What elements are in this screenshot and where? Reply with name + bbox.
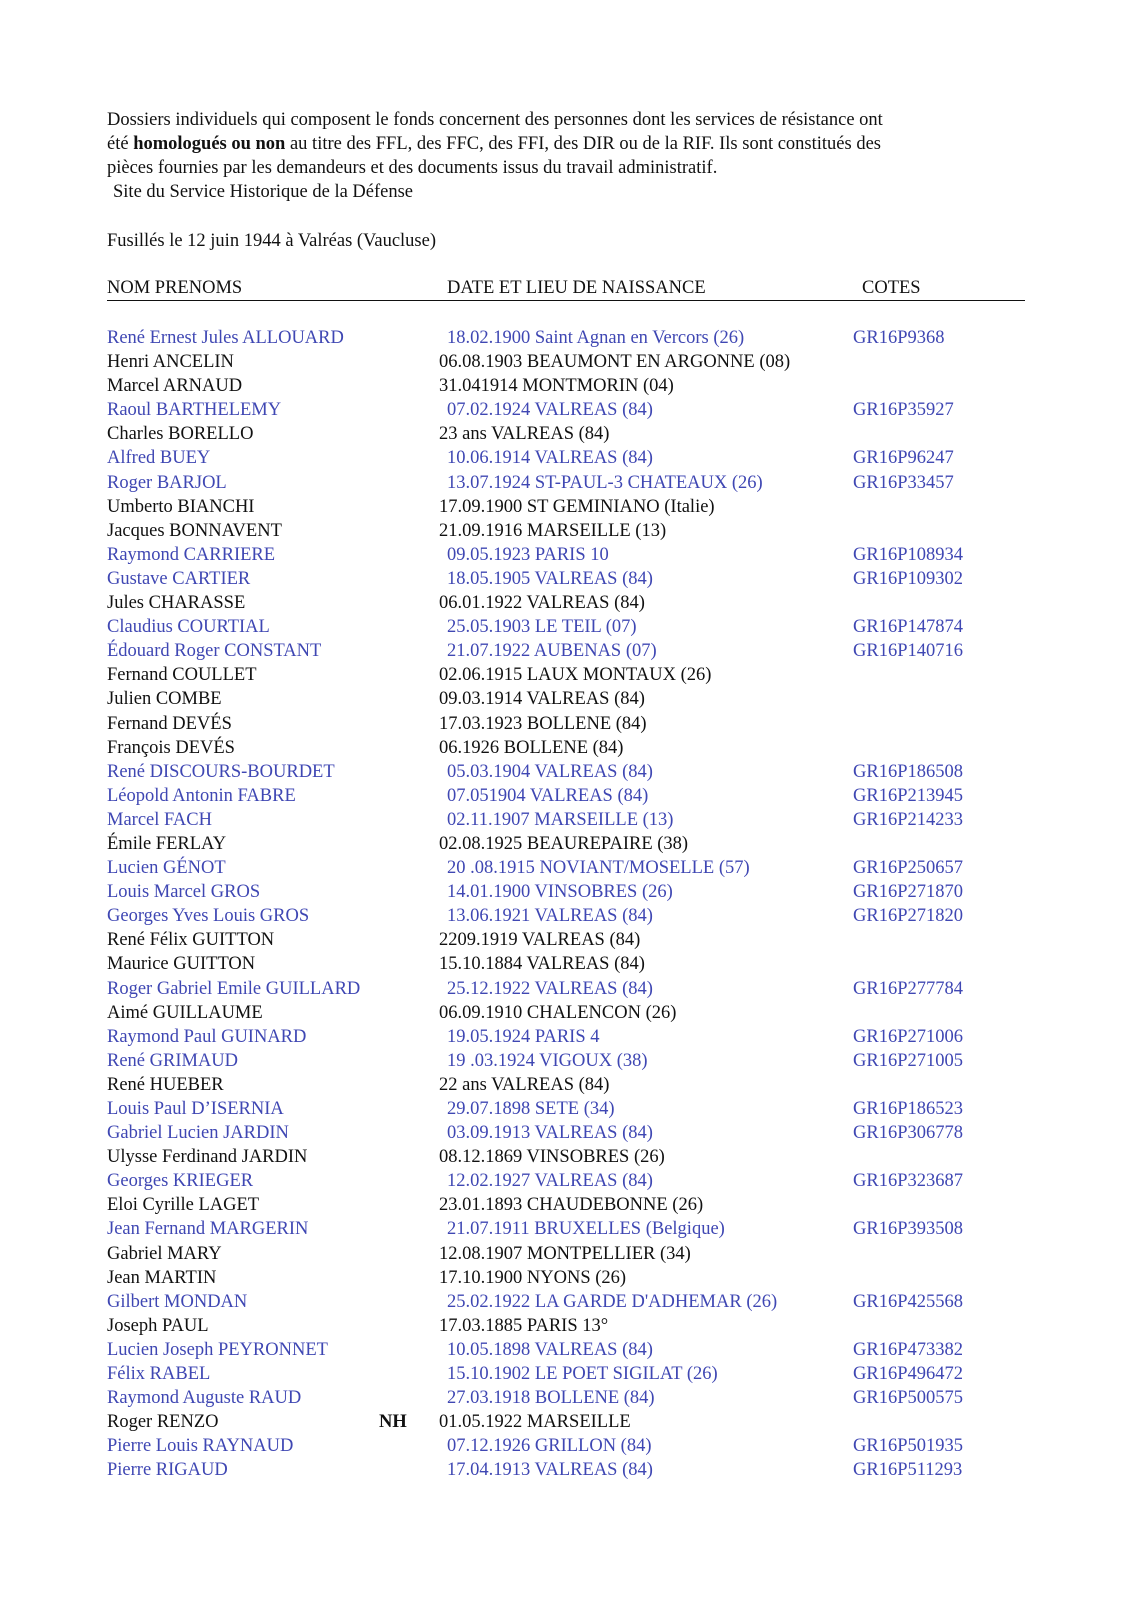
birth-date-place[interactable]: 12.02.1927 VALREAS (84) [447,1171,653,1192]
birth-date-place: 06.09.1910 CHALENCON (26) [439,1002,677,1023]
table-row[interactable] [107,1217,1025,1241]
archive-cote[interactable]: GR16P140716 [853,641,963,662]
table-row [107,712,1025,736]
person-name[interactable]: Roger BARJOL [107,472,227,493]
birth-date-place[interactable]: 18.02.1900 Saint Agnan en Vercors (26) [447,328,745,348]
table-row[interactable] [107,1049,1025,1073]
person-name: Jacques BONNAVENT [107,520,282,541]
table-row[interactable] [107,1458,1025,1482]
person-name[interactable]: Roger Gabriel Emile GUILLARD [107,978,361,999]
intro-line-2-pre: été [107,134,134,154]
person-name: René HUEBER [107,1074,224,1095]
birth-date-place: 02.08.1925 BEAUREPAIRE (38) [439,833,689,854]
birth-date-place[interactable]: 07.02.1924 VALREAS (84) [447,400,653,421]
birth-date-place: 06.01.1922 VALREAS (84) [439,593,645,614]
table-row [107,1242,1025,1266]
person-name[interactable]: Pierre RIGAUD [107,1460,228,1481]
table-row[interactable] [107,977,1025,1001]
table-row[interactable] [107,446,1025,470]
person-name[interactable]: Gilbert MONDAN [107,1291,248,1312]
table-row[interactable] [107,615,1025,639]
table-row[interactable] [107,471,1025,495]
birth-date-place[interactable]: 27.03.1918 BOLLENE (84) [447,1388,655,1409]
person-name[interactable]: René Ernest Jules ALLOUARD [107,328,344,348]
archive-cote[interactable]: GR16P501935 [853,1436,963,1457]
birth-date-place: 08.12.1869 VINSOBRES (26) [439,1147,665,1168]
archive-cote[interactable]: GR16P511293 [853,1460,963,1481]
intro-line-2 [107,132,1007,156]
person-name: Julien COMBE [107,689,222,710]
birth-date-place[interactable]: 29.07.1898 SETE (34) [447,1099,615,1119]
table-row[interactable] [107,856,1025,880]
birth-date-place[interactable]: 25.02.1922 LA GARDE D'ADHEMAR (26) [447,1291,778,1312]
table-row[interactable] [107,904,1025,928]
birth-date-place: 17.03.1885 PARIS 13° [439,1315,609,1336]
header-cotes: COTES [862,278,921,298]
intro-line-1: Dossiers individuels qui composent le fonds concernent des personnes dont les services de résistance ont [107,110,883,130]
birth-date-place[interactable]: 25.12.1922 VALREAS (84) [447,978,653,999]
person-list [107,326,1025,1483]
birth-date-place: 02.06.1915 LAUX MONTAUX (26) [439,665,712,686]
person-name[interactable]: Lucien Joseph PEYRONNET [107,1339,328,1360]
table-row[interactable] [107,1338,1025,1362]
archive-cote[interactable]: GR16P108934 [853,544,963,565]
table-row[interactable] [107,1169,1025,1193]
birth-date-place[interactable]: 18.05.1905 VALREAS (84) [447,568,653,589]
table-row [107,374,1025,398]
birth-date-place: 06.08.1903 BEAUMONT EN ARGONNE (08) [439,352,791,373]
table-row[interactable] [107,398,1025,422]
person-name: Eloi Cyrille LAGET [107,1195,260,1216]
table-row[interactable] [107,1025,1025,1049]
table-row [107,736,1025,760]
table-row [107,1266,1025,1290]
person-name[interactable]: Gustave CARTIER [107,568,251,589]
archive-cote[interactable]: GR16P271820 [853,906,963,927]
person-name[interactable]: Léopold Antonin FABRE [107,785,296,806]
person-name[interactable]: Raymond CARRIERE [107,544,276,565]
person-name: Joseph PAUL [107,1315,209,1336]
table-row[interactable] [107,760,1025,784]
birth-date-place: 17.10.1900 NYONS (26) [439,1267,627,1288]
person-name[interactable]: Louis Paul D’ISERNIA [107,1099,284,1119]
person-name[interactable]: Georges Yves Louis GROS [107,906,310,927]
archive-cote[interactable]: GR16P473382 [853,1339,963,1360]
archive-cote[interactable]: GR16P186508 [853,761,963,782]
person-name: Roger RENZO [107,1412,219,1433]
table-row[interactable] [107,784,1025,808]
birth-date-place[interactable]: 13.07.1924 ST-PAUL-3 CHATEAUX (26) [447,472,763,493]
archive-cote[interactable]: GR16P35927 [853,400,954,421]
archive-cote[interactable]: GR16P186523 [853,1099,963,1119]
person-name: Aimé GUILLAUME [107,1002,263,1023]
intro-line-3: pièces fournies par les demandeurs et des documents issus du travail administratif. [107,158,718,178]
birth-date-place: 31.041914 MONTMORIN (04) [439,376,674,397]
birth-date-place: 22 ans VALREAS (84) [439,1074,610,1095]
archive-cote[interactable]: GR16P250657 [853,858,963,879]
archive-cote[interactable]: GR16P277784 [853,978,963,999]
person-name: Fernand DEVÉS [107,713,232,734]
table-row [107,1193,1025,1217]
person-name: Fernand COULLET [107,665,257,686]
archive-cote[interactable]: GR16P496472 [853,1364,963,1385]
birth-date-place[interactable]: 19.05.1924 PARIS 4 [447,1026,600,1047]
table-row [107,495,1025,519]
person-name: Umberto BIANCHI [107,496,255,517]
table-row[interactable] [107,1097,1025,1121]
birth-date-place: 17.09.1900 ST GEMINIANO (Italie) [439,496,715,517]
birth-date-place: 17.03.1923 BOLLENE (84) [439,713,647,734]
archive-cote[interactable]: GR16P271005 [853,1050,963,1071]
person-name[interactable]: Raymond Paul GUINARD [107,1026,307,1047]
archive-cote[interactable]: GR16P306778 [853,1123,963,1144]
table-row[interactable] [107,808,1025,832]
birth-date-place[interactable]: 07.051904 VALREAS (84) [447,785,649,806]
birth-date-place[interactable]: 03.09.1913 VALREAS (84) [447,1123,653,1144]
table-row [107,687,1025,711]
intro-bold-text: homologués ou non [133,134,286,154]
person-name: Charles BORELLO [107,424,254,445]
archive-cote[interactable]: GR16P9368 [853,328,945,348]
table-row [107,591,1025,615]
birth-date-place: 2209.1919 VALREAS (84) [439,930,641,951]
person-name[interactable]: Lucien GÉNOT [107,858,226,879]
archive-cote[interactable]: GR16P214233 [853,809,963,830]
table-row[interactable] [107,1362,1025,1386]
person-name[interactable]: René GRIMAUD [107,1050,239,1071]
table-row [107,663,1025,687]
birth-date-place[interactable]: 21.07.1911 BRUXELLES (Belgique) [447,1219,725,1240]
table-row [107,350,1025,374]
header-name: NOM PRENOMS [107,278,243,298]
person-name[interactable]: Pierre Louis RAYNAUD [107,1436,294,1457]
table-row [107,952,1025,976]
table-row [107,832,1025,856]
person-name: Jules CHARASSE [107,593,246,614]
person-name[interactable]: Georges KRIEGER [107,1171,254,1192]
archive-cote[interactable]: GR16P425568 [853,1291,963,1312]
archive-cote[interactable]: GR16P96247 [853,448,954,469]
person-name: Maurice GUITTON [107,954,256,975]
person-name[interactable]: Félix RABEL [107,1364,211,1385]
archive-cote[interactable]: GR16P500575 [853,1388,963,1409]
archive-cote[interactable]: GR16P109302 [853,568,963,589]
birth-date-place[interactable]: 14.01.1900 VINSOBRES (26) [447,882,673,903]
birth-date-place[interactable]: 21.07.1922 AUBENAS (07) [447,641,657,662]
table-row [107,1145,1025,1169]
birth-date-place[interactable]: 17.04.1913 VALREAS (84) [447,1460,653,1481]
birth-date-place[interactable]: 20 .08.1915 NOVIANT/MOSELLE (57) [447,858,750,879]
archive-cote[interactable]: GR16P271006 [853,1026,963,1047]
person-name[interactable]: Raymond Auguste RAUD [107,1388,302,1409]
birth-date-place: 23.01.1893 CHAUDEBONNE (26) [439,1195,704,1216]
person-name: Ulysse Ferdinand JARDIN [107,1147,308,1168]
intro-paragraph [107,108,1007,204]
table-header [107,276,1025,301]
person-name[interactable]: Marcel FACH [107,809,212,830]
birth-date-place[interactable]: 09.05.1923 PARIS 10 [447,544,609,565]
birth-date-place: 21.09.1916 MARSEILLE (13) [439,520,667,541]
table-row[interactable] [107,880,1025,904]
birth-date-place[interactable]: 15.10.1902 LE POET SIGILAT (26) [447,1364,718,1385]
table-row [107,928,1025,952]
person-name: François DEVÉS [107,737,235,758]
birth-date-place: 23 ans VALREAS (84) [439,424,610,445]
archive-cote[interactable]: GR16P213945 [853,785,963,806]
birth-date-place[interactable]: 25.05.1903 LE TEIL (07) [447,617,637,638]
person-name: Henri ANCELIN [107,352,234,373]
table-row [107,1410,1025,1434]
birth-date-place: 15.10.1884 VALREAS (84) [439,954,645,975]
table-row[interactable] [107,567,1025,591]
table-row[interactable] [107,1121,1025,1145]
birth-date-place[interactable]: 05.03.1904 VALREAS (84) [447,761,653,782]
archive-cote[interactable]: GR16P271870 [853,882,963,903]
list-subtitle: Fusillés le 12 juin 1944 à Valréas (Vaucluse) [107,231,436,251]
table-row[interactable] [107,1386,1025,1410]
person-name[interactable]: Alfred BUEY [107,448,211,469]
person-name[interactable]: René DISCOURS-BOURDET [107,761,335,782]
birth-date-place[interactable]: 10.05.1898 VALREAS (84) [447,1339,653,1360]
table-row [107,519,1025,543]
person-name[interactable]: Claudius COURTIAL [107,617,270,638]
person-name[interactable]: Gabriel Lucien JARDIN [107,1123,289,1144]
table-row[interactable] [107,543,1025,567]
person-name[interactable]: Jean Fernand MARGERIN [107,1219,309,1240]
person-name: René Félix GUITTON [107,930,275,951]
table-row [107,1073,1025,1097]
archive-cote[interactable]: GR16P323687 [853,1171,963,1192]
person-name: Marcel ARNAUD [107,376,243,397]
birth-date-place: 01.05.1922 MARSEILLE [439,1412,631,1433]
table-row[interactable] [107,1434,1025,1458]
person-name: Émile FERLAY [107,833,227,854]
table-row[interactable] [107,639,1025,663]
birth-date-place[interactable]: 13.06.1921 VALREAS (84) [447,906,653,927]
archive-cote[interactable]: GR16P33457 [853,472,954,493]
birth-date-place: 09.03.1914 VALREAS (84) [439,689,645,710]
person-name[interactable]: Édouard Roger CONSTANT [107,641,322,662]
table-row [107,1001,1025,1025]
source-line: Site du Service Historique de la Défense [113,182,414,202]
person-name[interactable]: Raoul BARTHELEMY [107,400,282,421]
nh-mark: NH [379,1412,407,1433]
archive-cote[interactable]: GR16P147874 [853,617,963,638]
birth-date-place: 12.08.1907 MONTPELLIER (34) [439,1243,691,1264]
birth-date-place[interactable]: 07.12.1926 GRILLON (84) [447,1436,652,1457]
birth-date-place[interactable]: 02.11.1907 MARSEILLE (13) [447,809,674,830]
table-row[interactable] [107,1290,1025,1314]
birth-date-place[interactable]: 10.06.1914 VALREAS (84) [447,448,653,469]
birth-date-place[interactable]: 19 .03.1924 VIGOUX (38) [447,1050,648,1071]
table-row [107,422,1025,446]
person-name: Jean MARTIN [107,1267,217,1288]
table-row[interactable] [107,326,1025,350]
archive-cote[interactable]: GR16P393508 [853,1219,963,1240]
person-name: Gabriel MARY [107,1243,222,1264]
table-row [107,1314,1025,1338]
birth-date-place: 06.1926 BOLLENE (84) [439,737,624,758]
header-birth: DATE ET LIEU DE NAISSANCE [447,278,706,298]
intro-line-2-post: au titre des FFL, des FFC, des FFI, des DIR ou de la RIF. Ils sont constitués des [285,134,881,154]
person-name[interactable]: Louis Marcel GROS [107,882,261,903]
